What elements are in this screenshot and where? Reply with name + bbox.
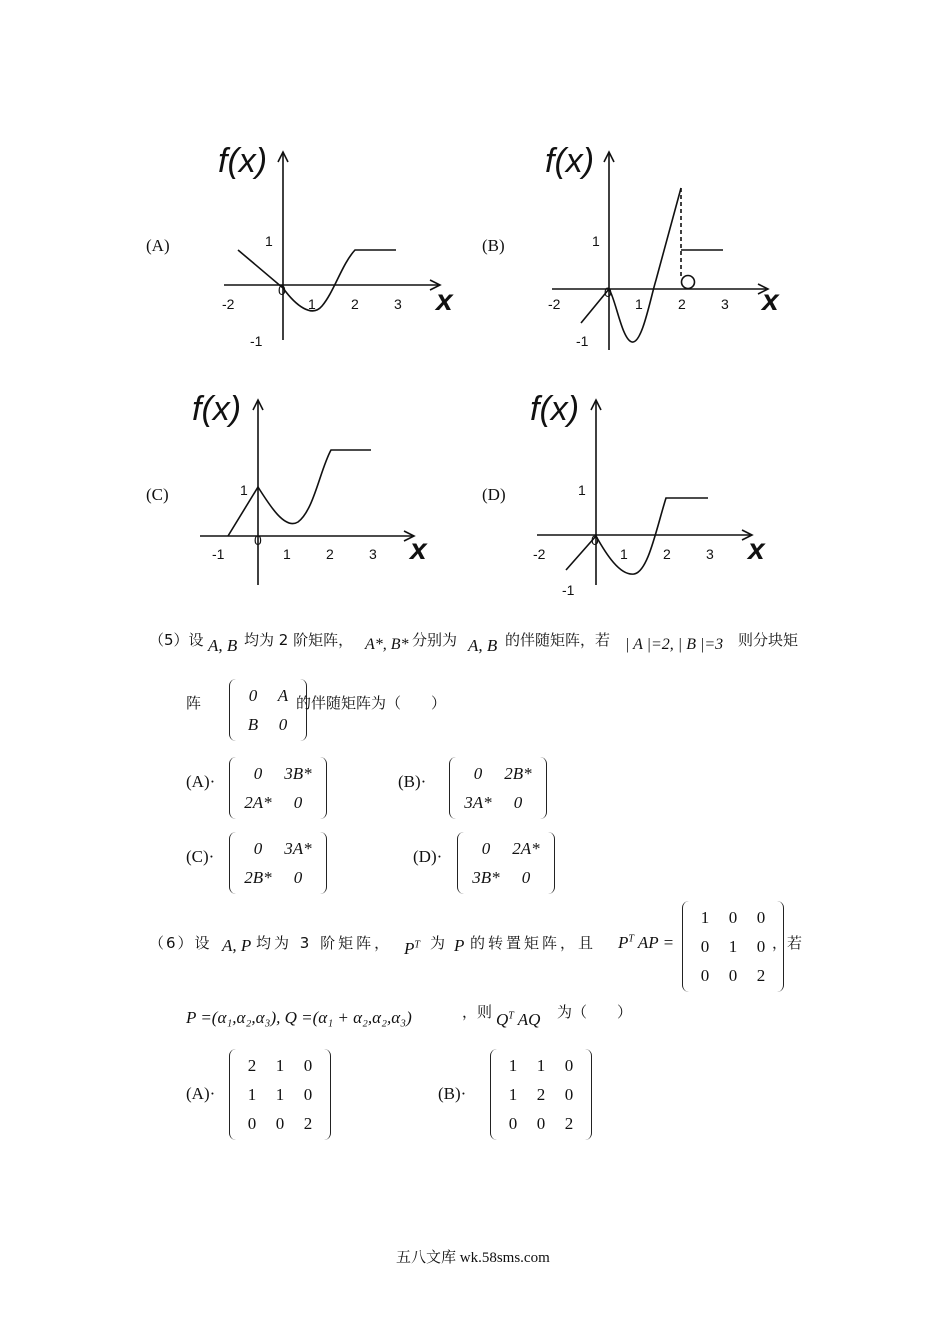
q6-number: （6）设 — [149, 934, 212, 952]
graph-d-ytick-1: 1 — [578, 482, 586, 498]
q6-text3: 的转置矩阵，且 — [470, 934, 597, 952]
graph-c-tick-3: 3 — [369, 546, 377, 562]
graph-d-tick-3: 3 — [706, 546, 714, 562]
graph-d-tick-1: 1 — [620, 546, 628, 562]
graph-a-tick-3: 3 — [394, 296, 402, 312]
graph-b-tick-m2: -2 — [548, 296, 561, 312]
q6-option-a-label[interactable]: (A)· — [186, 1084, 216, 1103]
q6-pt: $P^T$ — [404, 939, 420, 958]
graph-d-ylabel: f(x) — [530, 390, 580, 428]
q6-line2-mid: ，则 — [462, 1003, 493, 1021]
q6-option-b-matrix: 1 1 0 1 2 0 0 0 2 — [490, 1049, 592, 1140]
q6-text2: 为 — [430, 934, 446, 952]
graph-c-ylabel: f(x) — [192, 390, 242, 428]
graph-a-ylabel: f(x) — [218, 142, 268, 180]
graph-d-xlabel: x — [748, 533, 765, 566]
q5-text3: 的伴随矩阵，若 — [505, 631, 611, 649]
graph-d-tick-0: 0 — [591, 532, 599, 548]
q6-line2-post: 为（ ） — [557, 1003, 633, 1021]
graph-d-ytick-m1: -1 — [562, 582, 575, 598]
q6-option-a-matrix: 2 1 0 1 1 0 0 0 2 — [229, 1049, 331, 1140]
graph-b-ytick-m1: -1 — [576, 333, 589, 349]
option-d-label: (D) — [482, 485, 506, 504]
q6-text1: 均为 3 阶矩阵， — [256, 934, 393, 952]
graph-a-xlabel: x — [436, 284, 453, 317]
graph-b-ylabel: f(x) — [545, 142, 595, 180]
q5-ab: A, B — [208, 636, 238, 655]
graph-c-xlabel: x — [410, 533, 427, 566]
graph-c-ytick-1: 1 — [240, 482, 248, 498]
q5-text2: 分别为 — [412, 631, 458, 649]
q5-option-b-label[interactable]: (B)· — [398, 772, 427, 791]
q6-text4: ，若 — [772, 934, 803, 952]
graph-d-curve — [566, 498, 708, 574]
q5-text4: 则分块矩 — [738, 631, 799, 649]
option-b-label: (B) — [482, 236, 505, 255]
graph-b-tick-0: 0 — [604, 284, 612, 300]
q5-option-a-label[interactable]: (A)· — [186, 772, 216, 791]
graph-a-ytick-m1: -1 — [250, 333, 263, 349]
q5-option-a-matrix: 0 3B* 2A* 0 — [229, 757, 327, 819]
q5-option-d-matrix: 0 2A* 3B* 0 — [457, 832, 555, 894]
graph-a-tick-m2: -2 — [222, 296, 235, 312]
q6-p: P — [454, 936, 465, 955]
graph-c-tick-1: 1 — [283, 546, 291, 562]
q5-option-c-label[interactable]: (C)· — [186, 847, 215, 866]
q6-matrix: 1 0 0 0 1 0 0 0 2 — [682, 901, 784, 992]
graph-c-tick-2: 2 — [326, 546, 334, 562]
graph-a-tick-1: 1 — [308, 296, 316, 312]
q6-line2: P =(α₁,α₂,α₃), Q =(α₁ + α₂,α₂,α₃) — [186, 1008, 412, 1027]
q5-line2-pre: 阵 — [186, 694, 202, 712]
graph-d-tick-2: 2 — [663, 546, 671, 562]
graph-c-tick-0: 0 — [254, 532, 262, 548]
q5-block-matrix: 0 A B 0 — [229, 679, 307, 741]
q5-astar: A*, B* — [365, 636, 409, 653]
option-c-label: (C) — [146, 485, 169, 504]
q5-line2-post: 的伴随矩阵为（ ） — [296, 694, 447, 712]
graph-b-tick-2: 2 — [678, 296, 686, 312]
q5-ab2: A, B — [468, 636, 498, 655]
graph-b-tick-1: 1 — [635, 296, 643, 312]
q5-option-c-matrix: 0 3A* 2B* 0 — [229, 832, 327, 894]
graph-a-tick-2: 2 — [351, 296, 359, 312]
graph-b-ytick-1: 1 — [592, 233, 600, 249]
q6-ptap: $P^T$ AP = — [618, 933, 675, 952]
graph-b-xlabel: x — [762, 284, 779, 317]
option-a-label: (A) — [146, 236, 170, 255]
q6-qtaq: $Q^T$ AQ — [496, 1010, 541, 1029]
footer-watermark: 五八文库 wk.58sms.com — [396, 1250, 550, 1266]
graph-a-ytick-1: 1 — [265, 233, 273, 249]
q5-text1: 均为 2 阶矩阵， — [244, 631, 354, 649]
graph-d-tick-m2: -2 — [533, 546, 546, 562]
graph-b-tick-3: 3 — [721, 296, 729, 312]
graph-a-tick-0: 0 — [278, 282, 286, 298]
q5-option-b-matrix: 0 2B* 3A* 0 — [449, 757, 547, 819]
graph-c-tick-m1: -1 — [212, 546, 225, 562]
q5-number: （5）设 — [149, 631, 204, 649]
q5-condition: | A |=2, | B |=3 — [625, 636, 724, 653]
q6-option-b-label[interactable]: (B)· — [438, 1084, 467, 1103]
q5-option-d-label[interactable]: (D)· — [413, 847, 443, 866]
q6-ap: A, P — [222, 936, 252, 955]
